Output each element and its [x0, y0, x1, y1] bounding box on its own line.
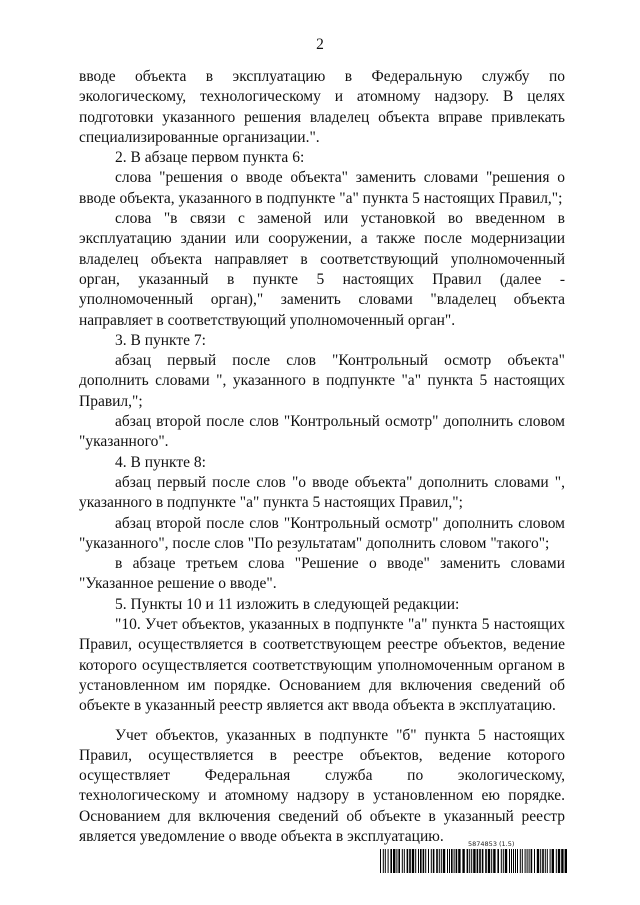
page-number: 2 [316, 36, 324, 53]
paragraph: 4. В пункте 8: [115, 453, 206, 471]
paragraph: абзац второй после слов "Контрольный осмотр" дополнить словом "указанного". [79, 413, 565, 451]
paragraph: вводе объекта в эксплуатацию в Федеральную службу по экологическому, технологическому и атомному надзору. В целях подготовки указанного решения владелец объекта вправе привлекать специализированные организации.". [79, 68, 565, 146]
barcode-block [380, 840, 570, 874]
paragraph: в абзаце третьем слова "Решение о вводе" заменить словами "Указанное решение о вводе". [79, 555, 565, 593]
paragraph: "10. Учет объектов, указанных в подпункте "а" пункта 5 настоящих Правил, осуществляется в соответствующем реестре объектов, ведение которого осуществляется соответствующим уполномоченным органом в установленном им порядке. Основанием для включения сведений об объекте в указанный реестр является акт ввода объекта в эксплуатацию. [79, 616, 565, 715]
document-body [79, 67, 565, 847]
paragraph: абзац первый после слов "о вводе объекта" дополнить словами ", указанного в подпункте "а" пункта 5 настоящих Правил,"; [79, 473, 565, 512]
paragraph: абзац второй после слов "Контрольный осмотр" дополнить словом "указанного", после слов "По результатам" дополнить словом "такого"; [79, 514, 565, 552]
paragraph: Учет объектов, указанных в подпункте "б" пункта 5 настоящих Правил, осуществляется в реестре объектов, ведение которого осуществляет Федеральная служба по экологическому, технологическому и атомному надзору в установленном ею порядке. Основанием для включения сведений об объекте в указанный реестр является уведомление о вводе объекта в эксплуатацию. [79, 726, 565, 845]
barcode-image [380, 849, 570, 873]
paragraph: 5. Пункты 10 и 11 изложить в следующей редакции: [115, 595, 460, 613]
paragraph: слова "в связи с заменой или установкой во введенном в эксплуатацию здании или сооружении, а также после модернизации владелец объекта направляет в соответствующий уполномоченный орган, указанный в пункте 5 настоящих Правил (далее - уполномоченный орган)," заменить словами "владелец объекта направляет в соответствующий уполномоченный орган". [79, 210, 565, 329]
barcode-caption: 5874853 (1.5) [468, 840, 515, 848]
paragraph: слова "решения о вводе объекта" заменить словами "решения о вводе объекта, указанного в подпункте "а" пункта 5 настоящих Правил,"; [79, 169, 565, 207]
paragraph: 2. В абзаце первом пункта 6: [115, 149, 305, 167]
paragraph: 3. В пункте 7: [115, 331, 206, 349]
paragraph: абзац первый после слов "Контрольный осмотр объекта" дополнить словами ", указанного в подпункте "а" пункта 5 настоящих Правил,"; [79, 352, 565, 410]
